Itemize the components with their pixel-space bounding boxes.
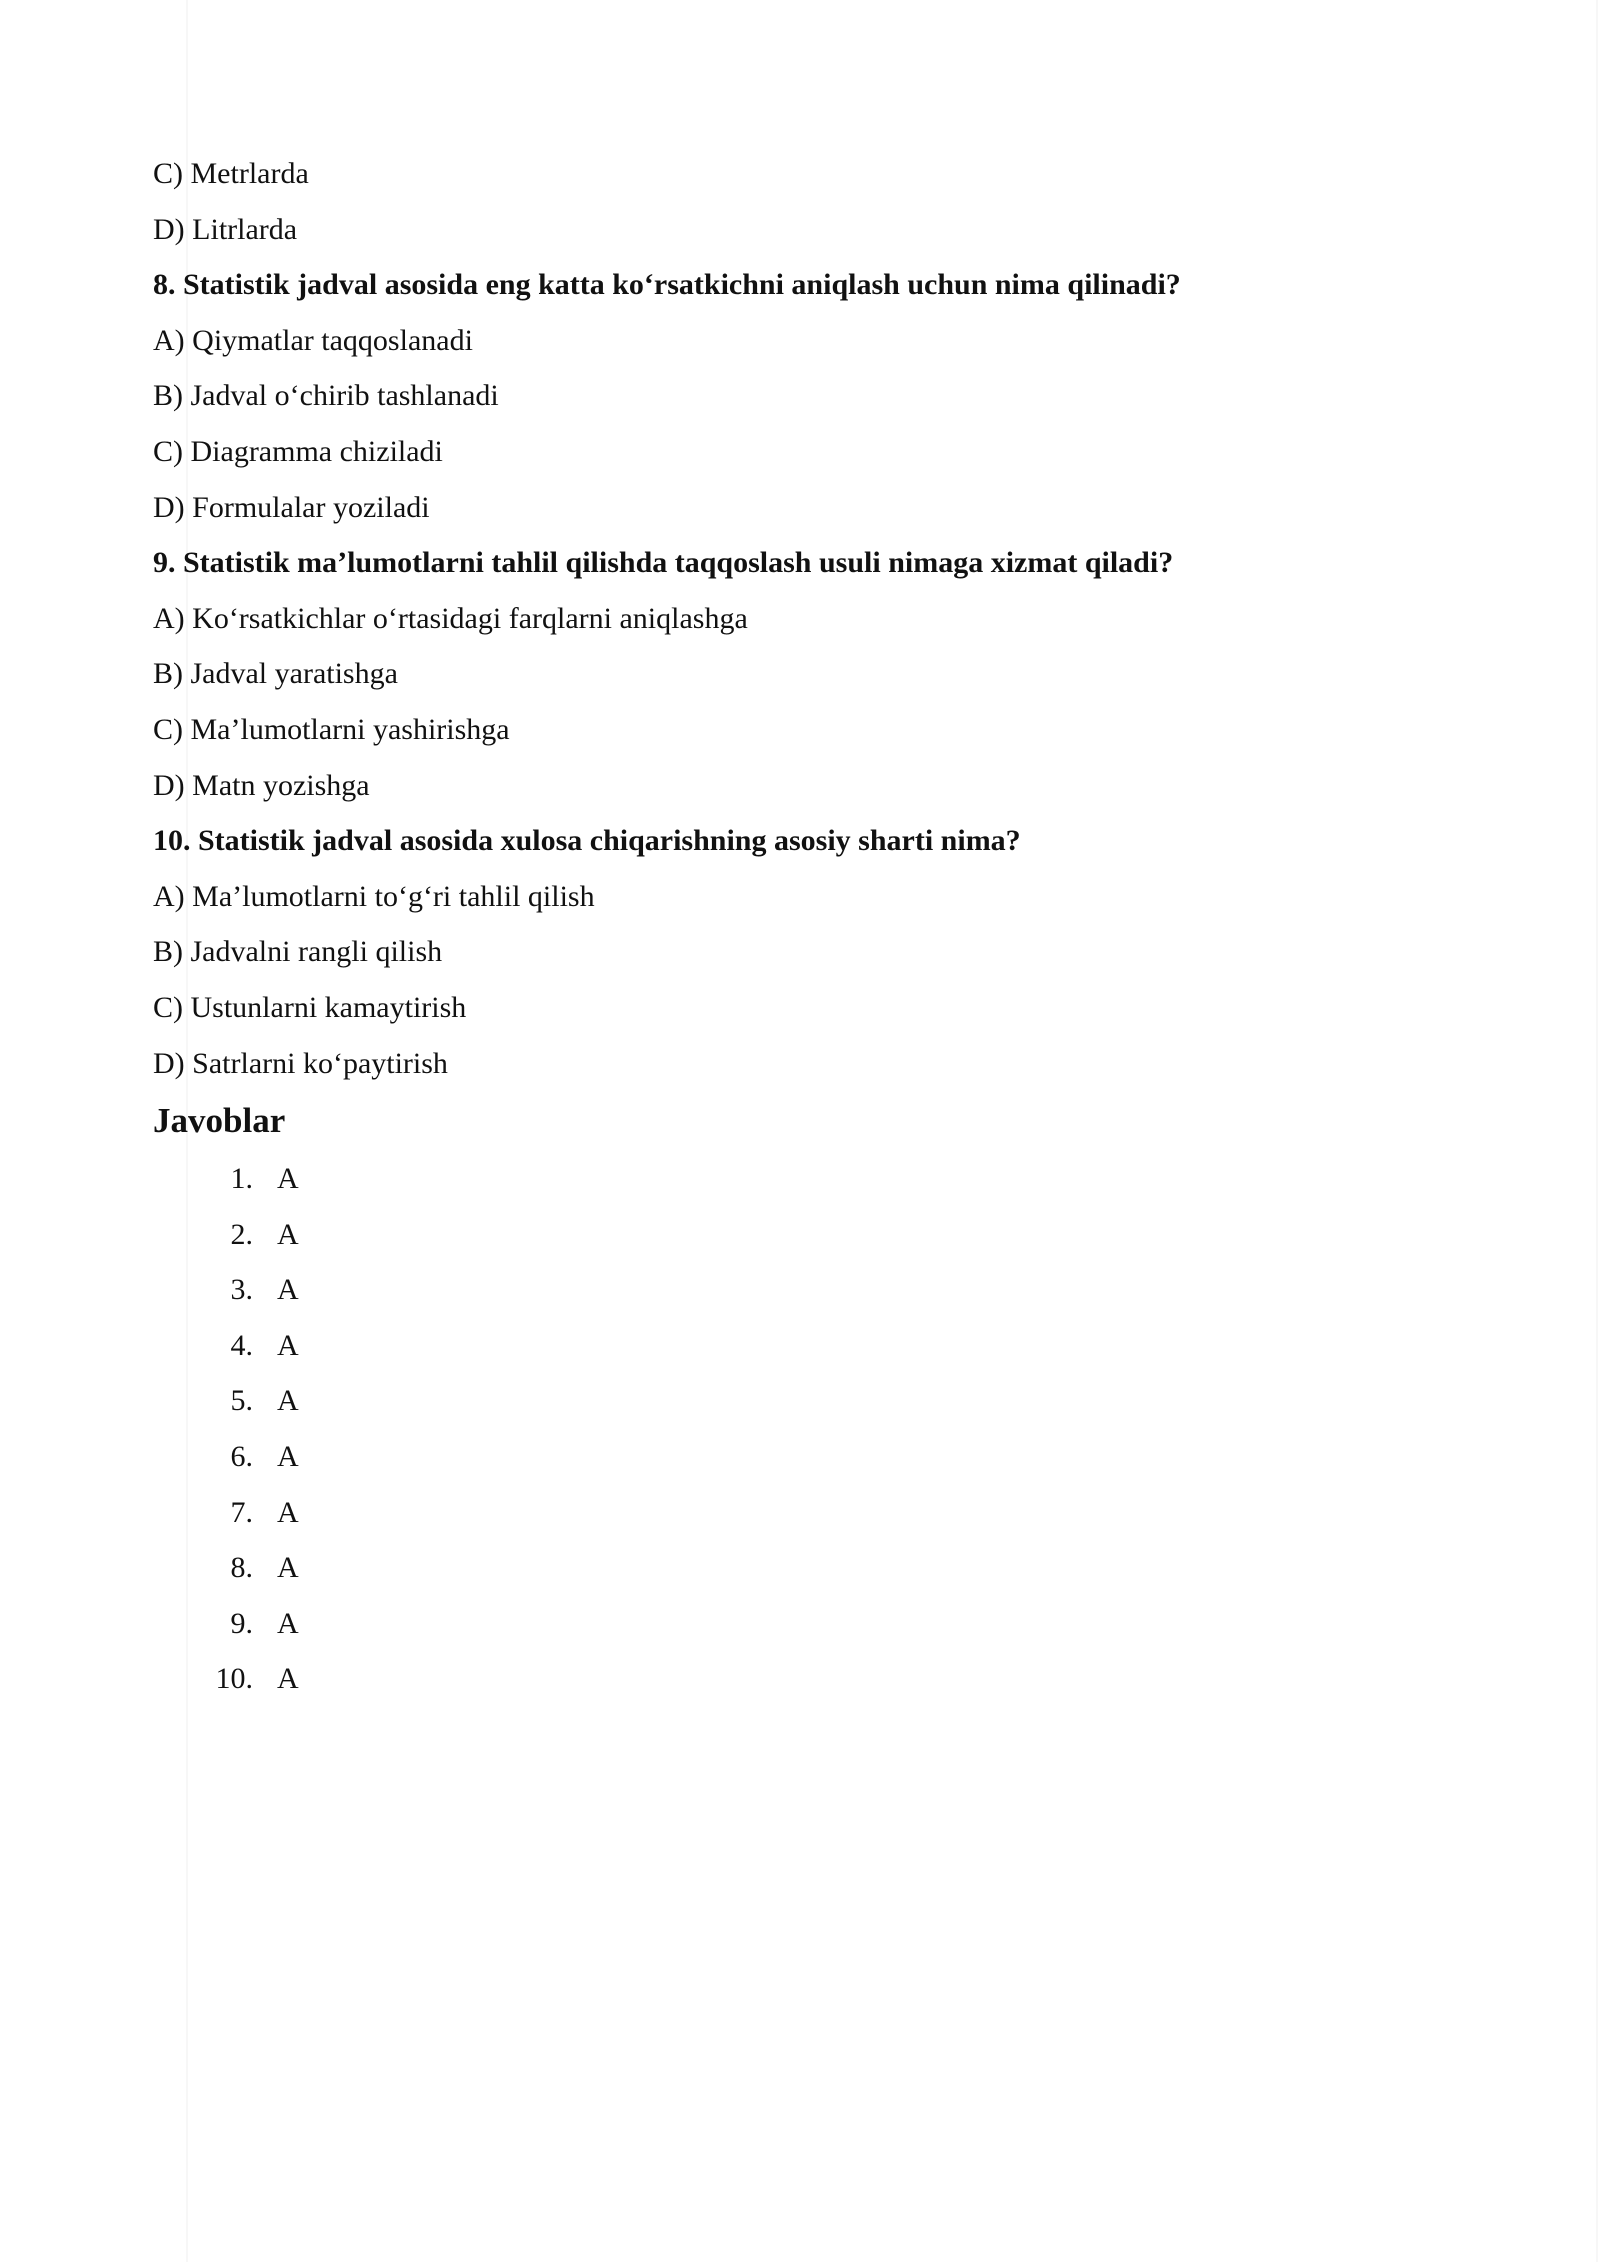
answer-item: [153, 1485, 1453, 1541]
answer-item: [153, 1373, 1453, 1429]
answer-number: 9.: [230, 1606, 253, 1640]
answer-item: [153, 1207, 1453, 1263]
answer-letter: A: [277, 1217, 299, 1251]
option-line: D) Litrlarda: [153, 212, 298, 246]
option-line: C) Ma’lumotlarni yashirishga: [153, 712, 510, 746]
answer-number: 1.: [230, 1162, 253, 1196]
answer-number: 5.: [230, 1384, 253, 1418]
answer-number: 10.: [215, 1662, 253, 1696]
answer-number: 2.: [230, 1217, 253, 1251]
answer-letter: A: [277, 1384, 299, 1418]
question-10: 10. Statistik jadval asosida xulosa chiqarishning asosiy sharti nima?: [153, 824, 1021, 858]
answer-number: 6.: [230, 1440, 253, 1474]
answer-item: [153, 1151, 1453, 1207]
answer-item: [153, 1262, 1453, 1318]
answers-heading: Javoblar: [153, 1101, 286, 1141]
question-9: 9. Statistik ma’lumotlarni tahlil qilishda taqqoslash usuli nimaga xizmat qiladi?: [153, 546, 1174, 580]
option-line: A) Ma’lumotlarni to‘g‘ri tahlil qilish: [153, 879, 595, 913]
option-line: D) Matn yozishga: [153, 768, 370, 802]
answer-letter: A: [277, 1495, 299, 1529]
option-line: A) Ko‘rsatkichlar o‘rtasidagi farqlarni aniqlashga: [153, 601, 748, 635]
answer-item: [153, 1596, 1453, 1652]
scan-artifact-line: [1596, 0, 1598, 2262]
answer-item: [153, 1540, 1453, 1596]
answers-list: [153, 1151, 1453, 1707]
option-line: B) Jadval o‘chirib tashlanadi: [153, 379, 499, 413]
answer-item: [153, 1651, 1453, 1707]
answer-letter: A: [277, 1273, 299, 1307]
answer-item: [153, 1429, 1453, 1485]
option-line: B) Jadvalni rangli qilish: [153, 935, 443, 969]
answer-letter: A: [277, 1606, 299, 1640]
answer-letter: A: [277, 1440, 299, 1474]
option-line: A) Qiymatlar taqqoslanadi: [153, 323, 473, 357]
answer-item: [153, 1318, 1453, 1374]
option-line: C) Ustunlarni kamaytirish: [153, 990, 467, 1024]
option-line: C) Metrlarda: [153, 157, 309, 190]
answer-number: 3.: [230, 1273, 253, 1307]
answer-number: 4.: [230, 1328, 253, 1362]
option-line: B) Jadval yaratishga: [153, 657, 398, 691]
document-content: [153, 146, 1453, 1707]
answer-letter: A: [277, 1551, 299, 1585]
answer-letter: A: [277, 1162, 299, 1196]
option-line: D) Formulalar yoziladi: [153, 490, 430, 524]
answer-letter: A: [277, 1662, 299, 1696]
answer-number: 8.: [230, 1551, 253, 1585]
option-line: C) Diagramma chiziladi: [153, 434, 443, 468]
option-line: D) Satrlarni ko‘paytirish: [153, 1046, 448, 1080]
answer-number: 7.: [230, 1495, 253, 1529]
answer-letter: A: [277, 1328, 299, 1362]
question-8: 8. Statistik jadval asosida eng katta ko‘rsatkichni aniqlash uchun nima qilinadi?: [153, 268, 1181, 302]
